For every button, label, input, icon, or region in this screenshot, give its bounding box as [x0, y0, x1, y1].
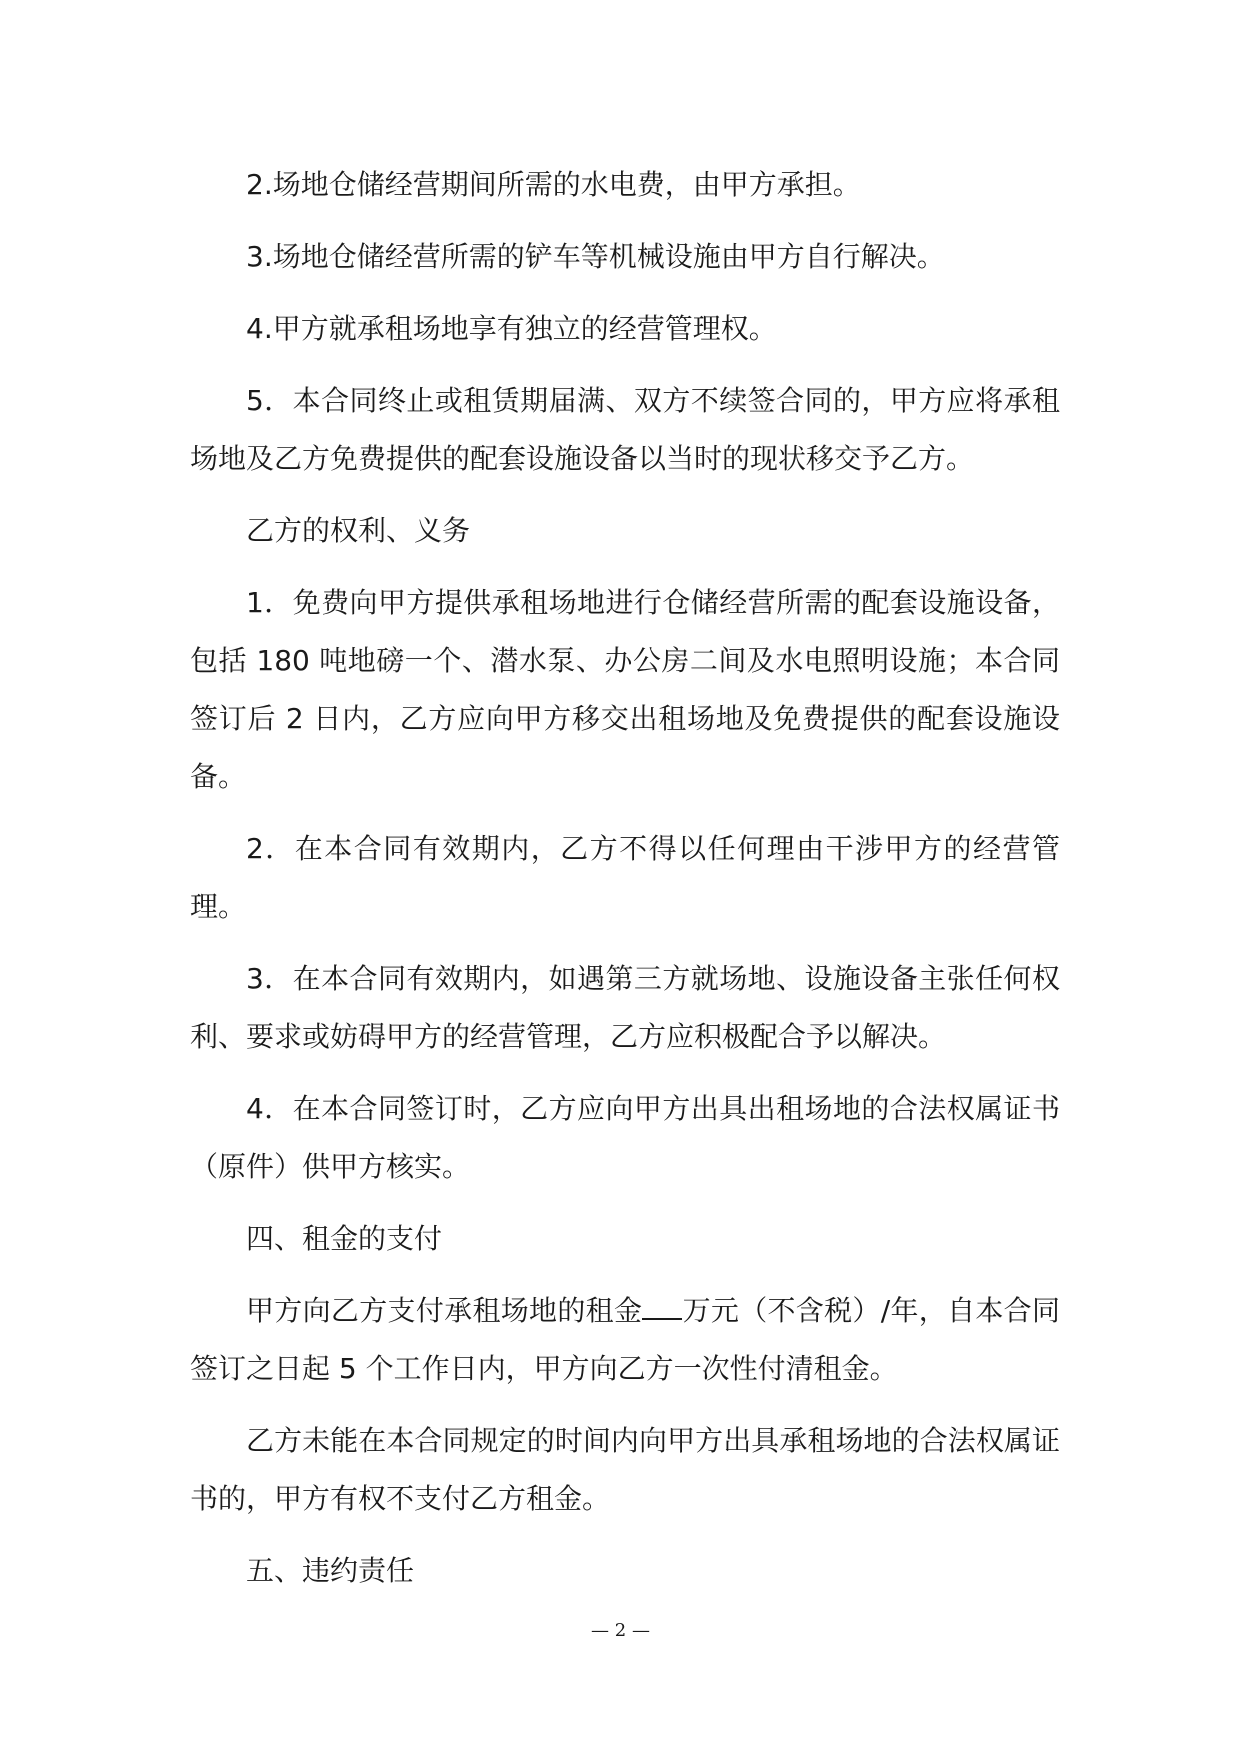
section-heading-party-b-rights: 乙方的权利、义务 — [246, 514, 471, 547]
clause-management-right: 4.甲方就承租场地享有独立的经营管理权。 — [246, 312, 777, 345]
section-heading-rent-payment: 四、租金的支付 — [246, 1222, 443, 1255]
clause-water-electricity: 2.场地仓储经营期间所需的水电费，由甲方承担。 — [246, 168, 861, 201]
clause-b-provide-facilities: 1．免费向甲方提供承租场地进行仓储经营所需的配套设施设备，包括 180 吨地磅一个、潜水泵、办公房二间及水电照明设施；本合同签订后 2 日内，乙方应向甲方移交出租场地及免费提供的配套设施设备。 — [190, 586, 1060, 793]
section-heading-breach: 五、违约责任 — [246, 1554, 415, 1587]
clause-rent-withhold: 乙方未能在本合同规定的时间内向甲方出具承租场地的合法权属证书的，甲方有权不支付乙方租金。 — [190, 1424, 1060, 1515]
rent-text-after: 万元（不含税）/年，自本合同签订之日起 5 个工作日内，甲方向乙方一次性付清租金。 — [190, 1294, 1060, 1385]
rent-text-before: 甲方向乙方支付承租场地的租金 — [246, 1294, 643, 1327]
clause-b-no-interference: 2．在本合同有效期内，乙方不得以任何理由干涉甲方的经营管理。 — [190, 832, 1060, 923]
rent-amount-blank — [642, 1318, 682, 1320]
clause-b-third-party: 3．在本合同有效期内，如遇第三方就场地、设施设备主张任何权利、要求或妨碍甲方的经营管理，乙方应积极配合予以解决。 — [190, 962, 1060, 1053]
page-number: — 2 — — [591, 1620, 650, 1641]
document-body — [190, 156, 1060, 1614]
clause-machinery: 3.场地仓储经营所需的铲车等机械设施由甲方自行解决。 — [246, 240, 945, 273]
clause-rent-amount — [190, 1282, 1060, 1398]
clause-b-ownership-certificate: 4．在本合同签订时，乙方应向甲方出具出租场地的合法权属证书（原件）供甲方核实。 — [190, 1092, 1060, 1183]
clause-termination-handover: 5．本合同终止或租赁期届满、双方不续签合同的，甲方应将承租场地及乙方免费提供的配套设施设备以当时的现状移交予乙方。 — [190, 384, 1060, 475]
